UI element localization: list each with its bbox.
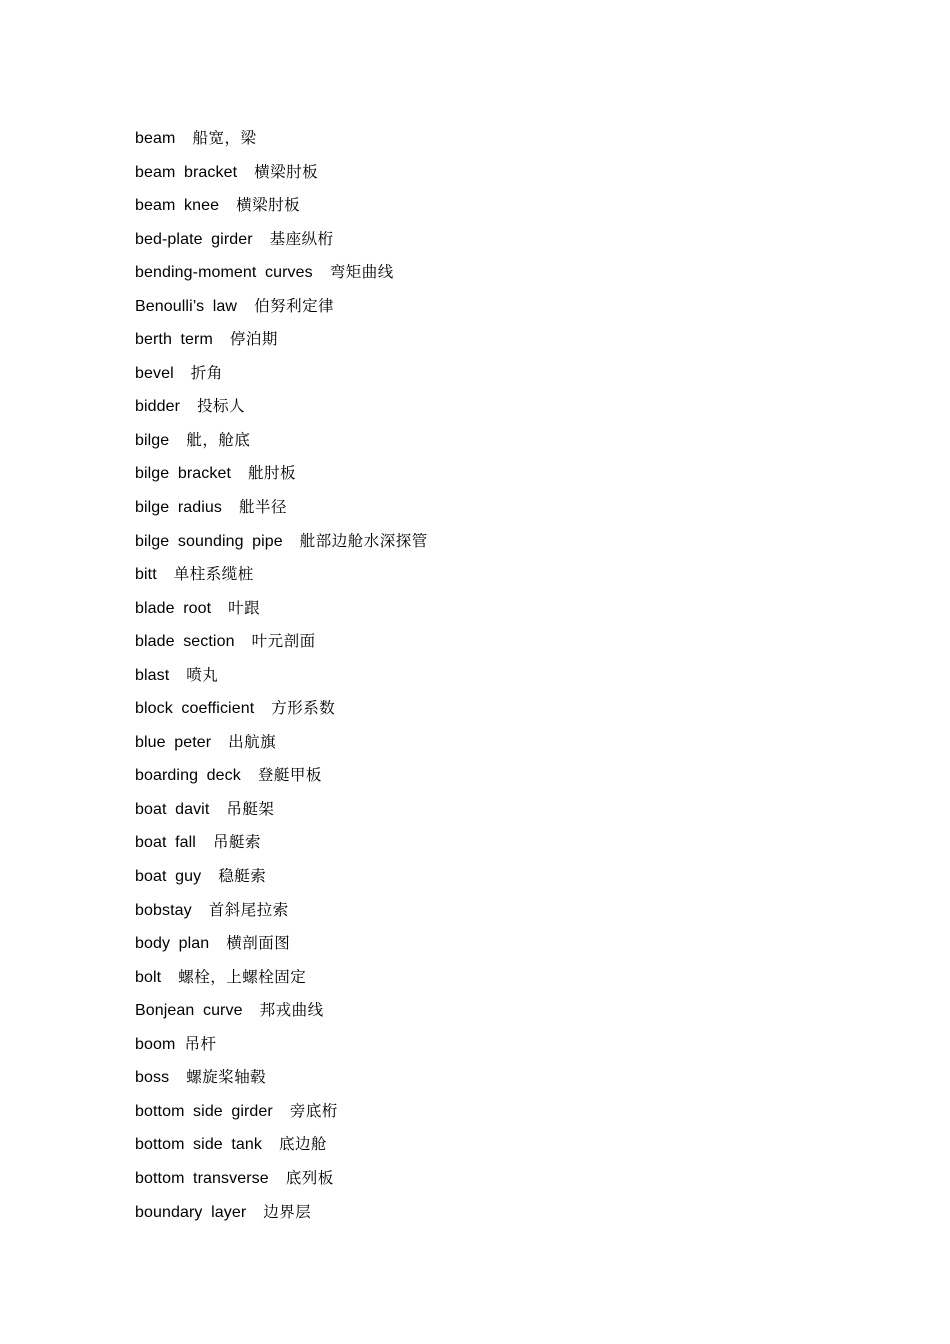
glossary-entry [135,1032,428,1066]
glossary-entry [135,965,428,999]
english-term: bolt [135,968,162,986]
english-term: bilge bracket [135,465,232,483]
glossary-entry [135,898,428,932]
glossary-entry [135,227,428,261]
chinese-translation: 舭半径 [239,498,288,517]
english-term: bottom transverse [135,1169,269,1187]
chinese-translation: 船宽，梁 [192,129,257,147]
chinese-translation: 叶跟 [228,598,261,617]
glossary-entry [135,1099,428,1133]
glossary-entry [135,193,428,227]
chinese-translation: 喷丸 [186,665,219,684]
english-term: boat fall [135,834,196,852]
english-term: bilge sounding pipe [135,532,283,550]
english-term: bitt [135,566,157,584]
glossary-entry [135,126,428,160]
glossary-entry [135,1132,428,1166]
chinese-translation: 首斜尾拉索 [208,900,289,919]
glossary-list [135,126,428,1233]
glossary-entry [135,763,428,797]
glossary-entry [135,730,428,764]
chinese-translation: 螺旋桨轴毂 [186,1068,267,1087]
glossary-entry [135,864,428,898]
english-term: beam [135,130,176,147]
english-term: Benoulli’s law [135,297,238,315]
chinese-translation: 弯矩曲线 [329,263,394,282]
chinese-translation: 邦戎曲线 [259,1001,324,1020]
chinese-translation: 方形系数 [271,699,336,718]
chinese-translation: 单柱系缆桩 [173,565,254,584]
glossary-entry [135,260,428,294]
chinese-translation: 舭，舱底 [186,430,251,449]
chinese-translation: 叶元剖面 [251,632,316,651]
glossary-entry [135,1065,428,1099]
english-term: bed-plate girder [135,230,253,248]
english-term: bottom side girder [135,1102,273,1120]
chinese-translation: 出航旗 [228,732,277,751]
english-term: blade section [135,633,235,651]
chinese-translation: 登艇甲板 [257,766,322,785]
english-term: boom [135,1035,176,1053]
glossary-entry [135,931,428,965]
glossary-entry [135,361,428,395]
glossary-entry [135,394,428,428]
english-term: bottom side tank [135,1136,262,1154]
chinese-translation: 舭部边舱水深探管 [299,531,428,550]
english-term: boat davit [135,800,210,818]
chinese-translation: 横梁肘板 [254,162,319,181]
english-term: boundary layer [135,1203,247,1221]
english-term: boat guy [135,868,202,886]
english-term: boarding deck [135,767,241,785]
glossary-entry [135,663,428,697]
glossary-entry [135,696,428,730]
chinese-translation: 吊杆 [184,1034,217,1053]
english-term: Bonjean curve [135,1002,243,1020]
chinese-translation: 基座纵桁 [269,229,334,248]
english-term: bending-moment curves [135,264,313,282]
chinese-translation: 稳艇索 [218,867,267,886]
chinese-translation: 横梁肘板 [236,196,301,215]
chinese-translation: 舭肘板 [248,464,297,483]
english-term: blade root [135,599,212,617]
chinese-translation: 折角 [190,363,223,382]
glossary-entry [135,830,428,864]
glossary-entry [135,797,428,831]
glossary-entry [135,428,428,462]
glossary-entry [135,629,428,663]
chinese-translation: 投标人 [197,397,246,416]
chinese-translation: 旁底桁 [289,1101,338,1120]
english-term: bobstay [135,901,192,919]
chinese-translation: 吊艇索 [212,833,261,852]
chinese-translation: 横剖面图 [226,934,291,953]
chinese-translation: 伯努利定律 [254,296,335,315]
english-term: blue peter [135,733,212,751]
english-term: beam bracket [135,163,238,181]
english-term: bilge [135,431,170,449]
glossary-entry [135,1200,428,1234]
chinese-translation: 边界层 [263,1202,312,1221]
chinese-translation: 底列板 [285,1168,334,1187]
english-term: bidder [135,398,181,416]
glossary-entry [135,1166,428,1200]
english-term: bilge radius [135,499,223,517]
english-term: beam knee [135,197,220,215]
english-term: berth term [135,331,213,349]
glossary-entry [135,294,428,328]
english-term: block coefficient [135,700,255,718]
glossary-entry [135,529,428,563]
glossary-entry [135,461,428,495]
english-term: bevel [135,364,174,382]
glossary-entry [135,160,428,194]
glossary-entry [135,596,428,630]
glossary-entry [135,562,428,596]
english-term: blast [135,666,170,684]
glossary-entry [135,327,428,361]
glossary-entry [135,998,428,1032]
chinese-translation: 底边舱 [279,1135,328,1154]
chinese-translation: 螺栓，上螺栓固定 [178,967,307,986]
english-term: boss [135,1069,170,1087]
glossary-entry [135,495,428,529]
chinese-translation: 停泊期 [229,330,278,349]
english-term: body plan [135,935,210,953]
chinese-translation: 吊艇架 [226,799,275,818]
